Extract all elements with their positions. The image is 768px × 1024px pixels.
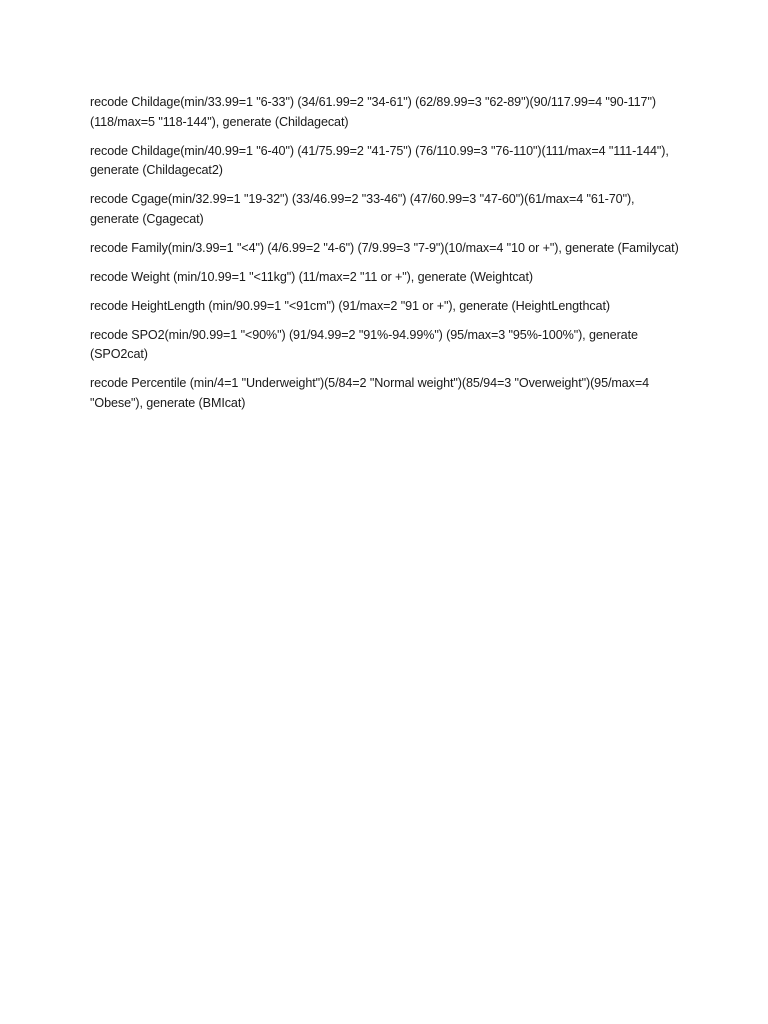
document-body xyxy=(90,93,680,423)
recode-spo2-line: recode SPO2(min/90.99=1 "<90%") (91/94.99=2 "91%-94.99%") (95/max=3 "95%-100%"), generate (SPO2cat) xyxy=(90,327,638,361)
recode-percentile-line: recode Percentile (min/4=1 "Underweight")(5/84=2 "Normal weight")(85/94=3 "Overweight")(95/max=4 "Obese"), generate (BMIcat) xyxy=(90,376,650,410)
recode-weight-line: recode Weight (min/10.99=1 "<11kg") (11/max=2 "11 or +"), generate (Weightcat) xyxy=(90,269,533,284)
recode-heightlength-line: recode HeightLength (min/90.99=1 "<91cm") (91/max=2 "91 or +"), generate (HeightLengthcat) xyxy=(90,298,610,313)
recode-childage2-line: recode Childage(min/40.99=1 "6-40") (41/75.99=2 "41-75") (76/110.99=3 "76-110")(111/max=4 "111-144"), generate (Childagecat2) xyxy=(90,143,669,177)
recode-family-line: recode Family(min/3.99=1 "<4") (4/6.99=2 "4-6") (7/9.99=3 "7-9")(10/max=4 "10 or +"), generate (Familycat) xyxy=(90,240,679,255)
recode-childage-line: recode Childage(min/33.99=1 "6-33") (34/61.99=2 "34-61") (62/89.99=3 "62-89")(90/117.99=4 "90-117")(118/max=5 "118-144"), generate (Childagecat) xyxy=(90,95,656,129)
recode-cgage-line: recode Cgage(min/32.99=1 "19-32") (33/46.99=2 "33-46") (47/60.99=3 "47-60")(61/max=4 "61-70"), generate (Cgagecat) xyxy=(90,192,635,226)
